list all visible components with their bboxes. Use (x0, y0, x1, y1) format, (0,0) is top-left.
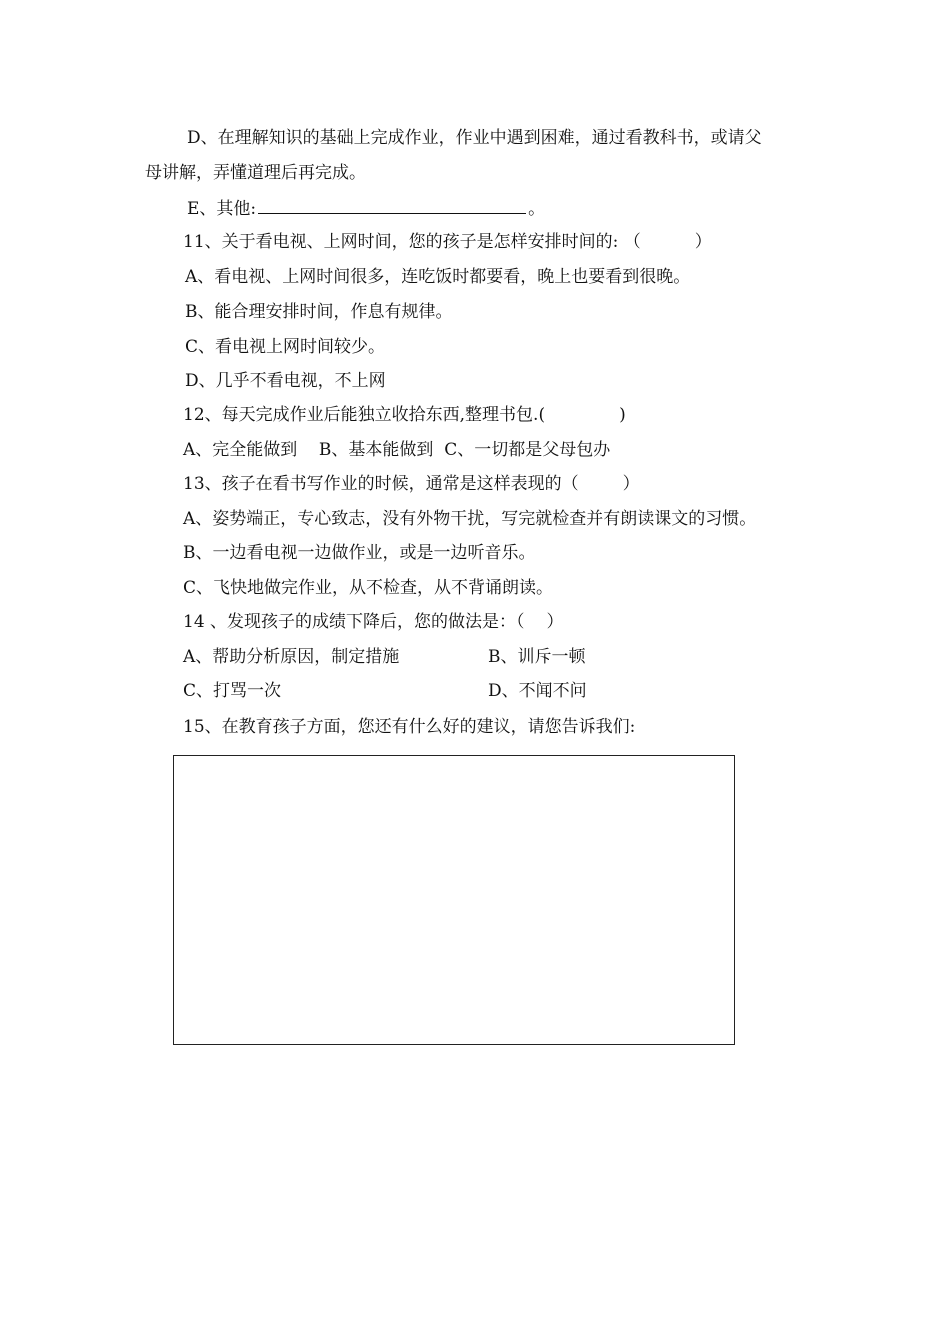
q13-option-a: A、姿势端正，专心致志，没有外物干扰，写完就检查并有朗读课文的习惯。 (183, 509, 757, 529)
q12-paren-close: ) (619, 405, 626, 425)
q10-option-d-line2: 母讲解，弄懂道理后再完成。 (145, 163, 366, 183)
q10-option-e-label: E、其他: (187, 199, 257, 219)
q11-question-text: 11、关于看电视、上网时间，您的孩子是怎样安排时间的: (183, 232, 619, 252)
q13-option-b: B、一边看电视一边做作业，或是一边听音乐。 (183, 543, 536, 563)
q13-option-c: C、飞快地做完作业，从不检查，从不背诵朗读。 (183, 578, 554, 598)
q10-other-blank[interactable] (258, 197, 526, 214)
q12-question-text: 12、每天完成作业后能独立收拾东西,整理书包.( (183, 405, 546, 425)
q14-option-c: C、打骂一次 (183, 681, 282, 701)
q11-paren-close: ） (694, 232, 712, 252)
q11-option-c: C、看电视上网时间较少。 (185, 337, 386, 357)
q10-option-e (187, 197, 545, 220)
q11-paren-open: （ (623, 232, 641, 252)
q14-option-d: D、不闻不问 (488, 681, 587, 701)
q14-option-a: A、帮助分析原因，制定措施 (183, 647, 400, 667)
q12-options: A、完全能做到 B、基本能做到 C、一切都是父母包办 (183, 440, 611, 460)
q11-question (183, 231, 712, 253)
q11-option-a: A、看电视、上网时间很多，连吃饭时都要看，晚上也要看到很晚。 (185, 267, 691, 287)
q10-option-e-end: 。 (528, 199, 546, 219)
q14-question (183, 611, 564, 633)
q11-option-d: D、几乎不看电视，不上网 (185, 371, 386, 391)
q13-question-text: 13、孩子在看书写作业的时候，通常是这样表现的（ (183, 474, 579, 494)
q14-option-b: B、训斥一顿 (488, 647, 586, 667)
q13-paren-close: ） (622, 474, 640, 494)
q14-question-text: 14 、发现孩子的成绩下降后，您的做法是：（ (183, 612, 525, 632)
q11-option-b: B、能合理安排时间，作息有规律。 (185, 302, 453, 322)
suggestion-answer-box[interactable] (173, 755, 735, 1045)
q10-option-d-line1: D、在理解知识的基础上完成作业，作业中遇到困难，通过看教科书，或请父 (187, 128, 762, 148)
q14-paren-close: ） (546, 612, 564, 632)
q12-question (183, 404, 626, 426)
q13-question (183, 473, 640, 495)
q15-question: 15、在教育孩子方面，您还有什么好的建议，请您告诉我们: (183, 717, 636, 737)
